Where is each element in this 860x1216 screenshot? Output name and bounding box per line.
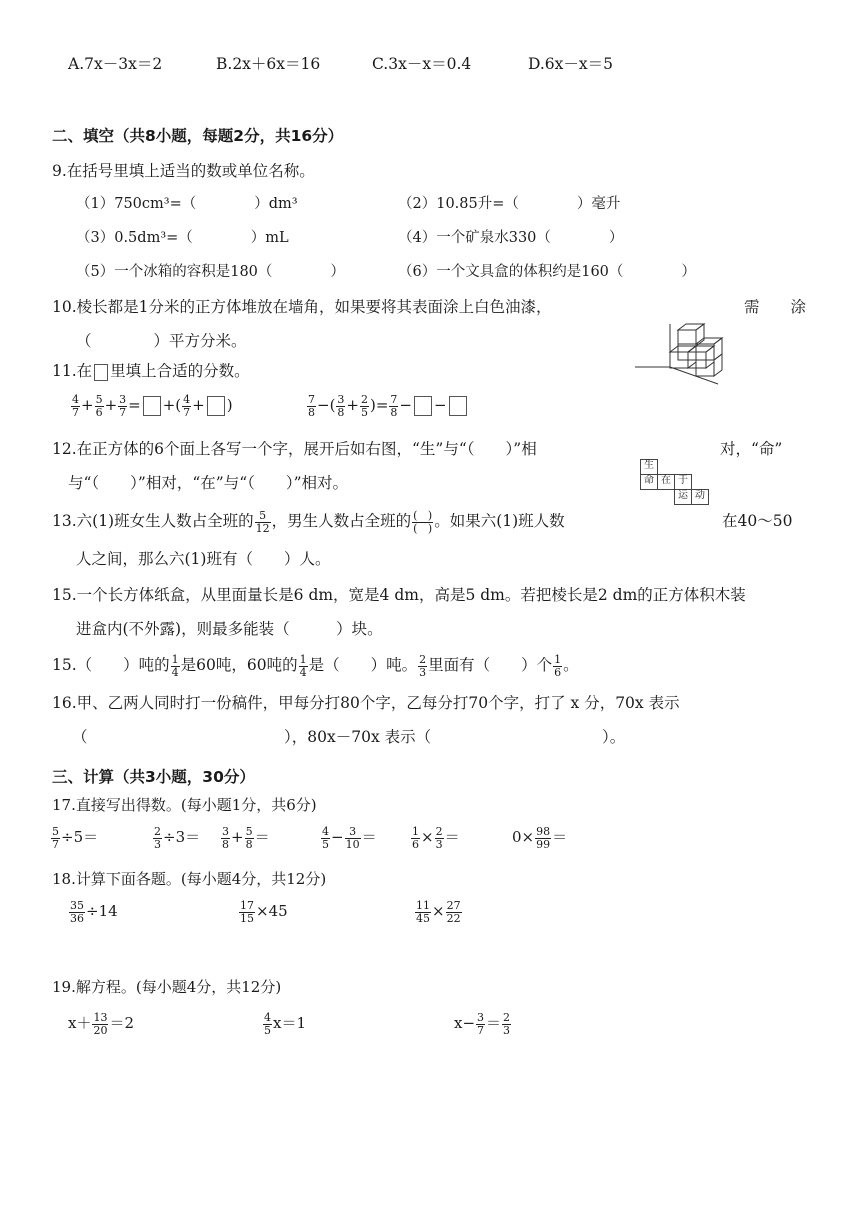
q9-part2: （2）10.85升=（ ）毫升 xyxy=(398,196,621,212)
net-face: 于 xyxy=(674,474,692,490)
section-3-title: 三、计算（共3小题，30分） xyxy=(52,768,255,786)
q9-part5: （5）一个冰箱的容积是180（ ） xyxy=(76,264,345,280)
option-d: D.6x－x＝5 xyxy=(528,55,614,73)
cube-net-figure xyxy=(640,459,712,507)
q9-part4: （4）一个矿泉水330（ ） xyxy=(398,230,624,246)
q15-line: 15.（ ）吨的 $\frac{1}{4}$ 是60吨，60吨的 $\frac{1}{4}$ 是（ ）吨。 $\frac{2}{3}$ 里面有（ ）个 $\frac{1}{6}$ 。 xyxy=(52,653,579,679)
net-face: 运 xyxy=(674,489,692,505)
q16-line2-b: ），80x－70x 表示（ xyxy=(284,728,432,746)
net-face: 生 xyxy=(640,459,658,475)
q13-line1-right: 在40～50 xyxy=(722,512,793,530)
q10-line1-right: 需 涂 xyxy=(744,298,807,316)
answer-box[interactable] xyxy=(143,396,161,416)
answer-box[interactable] xyxy=(94,364,108,381)
q17-item: $\frac{3}{8}$ + $\frac{5}{8}$ ＝ xyxy=(222,825,270,851)
q19-item: $\frac{4}{5}$ x＝1 xyxy=(264,1011,307,1037)
q16-line1: 16.甲、乙两人同时打一份稿件，甲每分打80个字，乙每分打70个字，打了 x 分，70x 表示 xyxy=(52,694,680,712)
option-c: C.3x－x＝0.4 xyxy=(372,55,472,73)
answer-box[interactable] xyxy=(449,396,467,416)
q11-expression-2: $\frac{7}{8}$ −( $\frac{3}{8}$ + $\frac{2}{5}$ )= $\frac{7}{8}$ − − xyxy=(306,394,469,418)
q16-line2-c: ）。 xyxy=(602,728,626,746)
q12-line1-right: 对，“命” xyxy=(720,440,783,458)
q19-item: x＋ $\frac{13}{20}$ ＝2 xyxy=(68,1011,135,1037)
q9-stem: 9.在括号里填上适当的数或单位名称。 xyxy=(52,162,315,180)
q19-item: x− $\frac{3}{7}$ ＝ $\frac{2}{3}$ xyxy=(454,1011,511,1037)
q12-line2: 与“（ ）”相对，“在”与“（ ）”相对。 xyxy=(68,474,349,492)
q17-item: $\frac{5}{7}$ ÷5＝ xyxy=(52,825,99,851)
answer-box[interactable] xyxy=(207,396,225,416)
section-2-title: 二、填空（共8小题，每题2分，共16分） xyxy=(52,127,344,145)
q9-part3: （3）0.5dm³=（ ）mL xyxy=(76,230,289,246)
net-face: 在 xyxy=(657,474,675,490)
q9-part6: （6）一个文具盒的体积约是160（ ） xyxy=(398,264,696,280)
answer-box[interactable] xyxy=(414,396,432,416)
cube-stack-figure xyxy=(630,322,730,388)
q17-item: 0× $\frac{98}{99}$ ＝ xyxy=(512,825,568,851)
q17-item: $\frac{4}{5}$ − $\frac{3}{10}$ ＝ xyxy=(322,825,377,851)
q18-stem: 18.计算下面各题。(每小题4分，共12分) xyxy=(52,870,327,888)
q12-line1: 12.在正方体的6个面上各写一个字，展开后如右图，“生”与“（ ）”相 xyxy=(52,440,537,458)
q17-item: $\frac{2}{3}$ ÷3＝ xyxy=(154,825,201,851)
q10-line2: （ ）平方分米。 xyxy=(76,332,247,350)
q14-line2: 进盒内(不外露)，则最多能装（ ）块。 xyxy=(76,620,383,638)
q9-part1: （1）750cm³=（ ）dm³ xyxy=(76,196,298,212)
q10-line1: 10.棱长都是1分米的正方体堆放在墙角，如果要将其表面涂上白色油漆， xyxy=(52,298,552,316)
q18-item: $\frac{11}{45}$ × $\frac{27}{22}$ xyxy=(416,899,461,925)
q16-line2-a: （ xyxy=(72,728,88,746)
q17-item: $\frac{1}{6}$ × $\frac{2}{3}$ ＝ xyxy=(412,825,460,851)
q14-line1: 15.一个长方体纸盒，从里面量长是6 dm，宽是4 dm，高是5 dm。若把棱长是2 dm的正方体积木装 xyxy=(52,586,746,604)
net-face: 动 xyxy=(691,489,709,505)
option-b: B.2x＋6x＝16 xyxy=(216,55,321,73)
q11-expression-1: $\frac{4}{7}$ + $\frac{5}{6}$ + $\frac{3}{7}$ = +( $\frac{4}{7}$ + ) xyxy=(72,393,233,419)
q17-stem: 17.直接写出得数。(每小题1分，共6分) xyxy=(52,796,317,814)
net-face: 命 xyxy=(640,474,658,490)
q13-line2: 人之间，那么六(1)班有（ ）人。 xyxy=(76,550,331,568)
q11-stem: 11.在 里填上合适的分数。 xyxy=(52,362,250,380)
q13-line1: 13.六(1)班女生人数占全班的 $\frac{5}{12}$ ，男生人数占全班的 $\frac{( )}{( )}$ 。如果六(1)班人数 xyxy=(52,509,565,535)
option-a: A.7x－3x＝2 xyxy=(68,55,163,73)
q18-item: $\frac{17}{15}$ ×45 xyxy=(240,899,288,925)
q18-item: $\frac{35}{36}$ ÷14 xyxy=(70,899,118,925)
q19-stem: 19.解方程。(每小题4分，共12分) xyxy=(52,978,282,996)
